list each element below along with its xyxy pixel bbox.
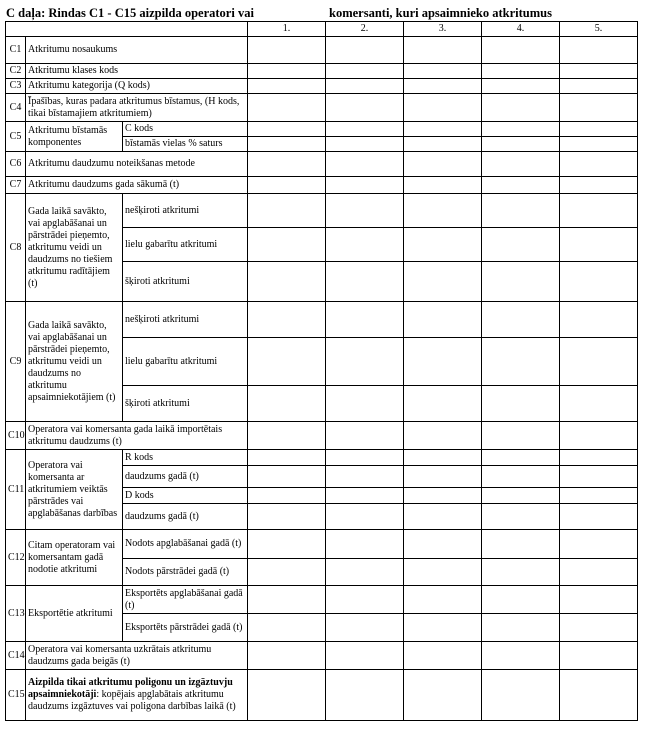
input-cell[interactable]	[404, 94, 482, 122]
table-row	[6, 79, 638, 94]
sub-label: daudzums gadā (t)	[123, 504, 248, 530]
input-cell[interactable]	[560, 79, 638, 94]
input-cell[interactable]	[326, 586, 404, 614]
row-label: Atkritumu klases kods	[26, 64, 248, 79]
row-label: Operatora vai komersanta gada laikā importētais atkritumu daudzums (t)	[26, 422, 248, 450]
input-cell[interactable]	[248, 228, 326, 262]
input-cell[interactable]	[326, 137, 404, 152]
input-cell[interactable]	[326, 338, 404, 386]
input-cell[interactable]	[326, 559, 404, 586]
row-label: Eksportētie atkritumi	[26, 586, 123, 642]
table-row	[6, 37, 638, 64]
input-cell[interactable]	[560, 530, 638, 559]
table-row	[6, 530, 638, 559]
input-cell[interactable]	[404, 504, 482, 530]
input-cell[interactable]	[404, 37, 482, 64]
input-cell[interactable]	[482, 530, 560, 559]
input-cell[interactable]	[560, 614, 638, 642]
input-cell[interactable]	[326, 386, 404, 422]
input-cell[interactable]	[248, 94, 326, 122]
row-label: Atkritumu kategorija (Q kods)	[26, 79, 248, 94]
input-cell[interactable]	[248, 79, 326, 94]
input-cell[interactable]	[404, 338, 482, 386]
table-row	[6, 450, 638, 466]
table-row	[6, 194, 638, 228]
title-left: C daļa: Rindas C1 - C15 aizpilda operatori vai	[6, 6, 254, 20]
input-cell[interactable]	[560, 194, 638, 228]
column-header-5: 5.	[560, 22, 638, 37]
sub-label: šķiroti atkritumi	[123, 386, 248, 422]
input-cell[interactable]	[248, 488, 326, 504]
sub-label: nešķiroti atkritumi	[123, 302, 248, 338]
input-cell[interactable]	[326, 94, 404, 122]
table-row	[6, 122, 638, 137]
row-label-rest: : kopējais apglabātais atkritumu daudzums izgāztuves vai poligona darbības laikā (t)	[28, 689, 236, 712]
input-cell[interactable]	[482, 466, 560, 488]
table-row	[6, 177, 638, 194]
table-row	[6, 586, 638, 614]
input-cell[interactable]	[326, 262, 404, 302]
input-cell[interactable]	[482, 422, 560, 450]
input-cell[interactable]	[404, 79, 482, 94]
input-cell[interactable]	[326, 670, 404, 721]
table-row	[6, 64, 638, 79]
input-cell[interactable]	[248, 586, 326, 614]
title-right: komersanti, kuri apsaimnieko atkritumus	[329, 6, 552, 20]
column-header-3: 3.	[404, 22, 482, 37]
row-code: C5	[6, 122, 26, 152]
input-cell[interactable]	[248, 504, 326, 530]
input-cell[interactable]	[404, 614, 482, 642]
row-code: C6	[6, 152, 26, 177]
sub-label: D kods	[123, 488, 248, 504]
input-cell[interactable]	[248, 194, 326, 228]
row-code: C3	[6, 79, 26, 94]
input-cell[interactable]	[326, 177, 404, 194]
input-cell[interactable]	[326, 450, 404, 466]
input-cell[interactable]	[404, 670, 482, 721]
input-cell[interactable]	[248, 450, 326, 466]
header-blank-cell	[6, 22, 248, 37]
row-code: C13	[6, 586, 26, 642]
sub-label: Eksportēts pārstrādei gadā (t)	[123, 614, 248, 642]
sub-label: Eksportēts apglabāšanai gadā (t)	[123, 586, 248, 614]
input-cell[interactable]	[248, 559, 326, 586]
input-cell[interactable]	[482, 559, 560, 586]
row-code: C1	[6, 37, 26, 64]
sub-label: bīstamās vielas % saturs	[123, 137, 248, 152]
sub-label: Nodots apglabāšanai gadā (t)	[123, 530, 248, 559]
input-cell[interactable]	[404, 642, 482, 670]
table-row	[6, 152, 638, 177]
input-cell[interactable]	[326, 64, 404, 79]
input-cell[interactable]	[248, 466, 326, 488]
input-cell[interactable]	[482, 122, 560, 137]
input-cell[interactable]	[560, 122, 638, 137]
row-code: C10	[6, 422, 26, 450]
sub-label: lielu gabarītu atkritumi	[123, 228, 248, 262]
column-header-row	[6, 22, 638, 37]
row-label: Atkritumu nosaukums	[26, 37, 248, 64]
input-cell[interactable]	[248, 614, 326, 642]
input-cell[interactable]	[404, 466, 482, 488]
row-code: C9	[6, 302, 26, 422]
input-cell[interactable]	[326, 194, 404, 228]
input-cell[interactable]	[248, 302, 326, 338]
input-cell[interactable]	[560, 504, 638, 530]
input-cell[interactable]	[326, 79, 404, 94]
row-code: C11	[6, 450, 26, 530]
input-cell[interactable]	[482, 37, 560, 64]
input-cell[interactable]	[404, 559, 482, 586]
page-title	[6, 5, 641, 21]
input-cell[interactable]	[404, 422, 482, 450]
input-cell[interactable]	[404, 194, 482, 228]
row-label: Citam operatoram vai komersantam gadā nodotie atkritumi	[26, 530, 123, 586]
input-cell[interactable]	[482, 94, 560, 122]
input-cell[interactable]	[326, 466, 404, 488]
input-cell[interactable]	[560, 559, 638, 586]
table-row	[6, 422, 638, 450]
input-cell[interactable]	[404, 64, 482, 79]
row-label-bold: Aizpilda tikai atkritumu poligonu un izgāztuvju apsaimniekotāji	[28, 677, 233, 700]
input-cell[interactable]	[482, 177, 560, 194]
input-cell[interactable]	[404, 302, 482, 338]
input-cell[interactable]	[326, 37, 404, 64]
input-cell[interactable]	[560, 338, 638, 386]
table-row	[6, 302, 638, 338]
input-cell[interactable]	[560, 670, 638, 721]
input-cell[interactable]	[560, 137, 638, 152]
sub-label: daudzums gadā (t)	[123, 466, 248, 488]
input-cell[interactable]	[326, 504, 404, 530]
row-code: C14	[6, 642, 26, 670]
input-cell[interactable]	[404, 386, 482, 422]
input-cell[interactable]	[560, 262, 638, 302]
input-cell[interactable]	[482, 488, 560, 504]
row-label: Īpašības, kuras padara atkritumus bīstamus, (H kods, tikai bīstamajiem atkritumiem)	[26, 94, 248, 122]
input-cell[interactable]	[560, 642, 638, 670]
row-label: Gada laikā savākto, vai apglabāšanai un pārstrādei pieņemto, atkritumu veidi un daudzums no tiešiem atkritumu radītājiem (t)	[26, 194, 123, 302]
input-cell[interactable]	[560, 228, 638, 262]
input-cell[interactable]	[248, 338, 326, 386]
row-label: Operatora vai komersanta ar atkritumiem veiktās pārstrādes vai apglabāšanas darbības	[26, 450, 123, 530]
input-cell[interactable]	[560, 152, 638, 177]
input-cell[interactable]	[404, 122, 482, 137]
input-cell[interactable]	[560, 302, 638, 338]
input-cell[interactable]	[248, 177, 326, 194]
input-cell[interactable]	[248, 642, 326, 670]
input-cell[interactable]	[248, 152, 326, 177]
input-cell[interactable]	[482, 79, 560, 94]
input-cell[interactable]	[326, 422, 404, 450]
input-cell[interactable]	[404, 450, 482, 466]
input-cell[interactable]	[560, 64, 638, 79]
input-cell[interactable]	[560, 37, 638, 64]
column-header-4: 4.	[482, 22, 560, 37]
sub-label: lielu gabarītu atkritumi	[123, 338, 248, 386]
input-cell[interactable]	[404, 177, 482, 194]
input-cell[interactable]	[482, 152, 560, 177]
column-header-1: 1.	[248, 22, 326, 37]
input-cell[interactable]	[326, 302, 404, 338]
row-code: C4	[6, 94, 26, 122]
input-cell[interactable]	[326, 530, 404, 559]
input-cell[interactable]	[248, 386, 326, 422]
input-cell[interactable]	[482, 338, 560, 386]
input-cell[interactable]	[326, 614, 404, 642]
input-cell[interactable]	[326, 122, 404, 137]
input-cell[interactable]	[482, 137, 560, 152]
input-cell[interactable]	[404, 262, 482, 302]
input-cell[interactable]	[404, 137, 482, 152]
input-cell[interactable]	[482, 386, 560, 422]
input-cell[interactable]	[248, 64, 326, 79]
input-cell[interactable]	[482, 642, 560, 670]
input-cell[interactable]	[560, 586, 638, 614]
input-cell[interactable]	[404, 488, 482, 504]
input-cell[interactable]	[482, 262, 560, 302]
input-cell[interactable]	[560, 386, 638, 422]
row-code: C15	[6, 670, 26, 721]
input-cell[interactable]	[248, 262, 326, 302]
input-cell[interactable]	[560, 488, 638, 504]
input-cell[interactable]	[248, 122, 326, 137]
input-cell[interactable]	[482, 64, 560, 79]
input-cell[interactable]	[248, 530, 326, 559]
input-cell[interactable]	[326, 228, 404, 262]
row-code: C2	[6, 64, 26, 79]
input-cell[interactable]	[482, 614, 560, 642]
input-cell[interactable]	[560, 466, 638, 488]
row-label	[26, 670, 248, 721]
input-cell[interactable]	[404, 586, 482, 614]
input-cell[interactable]	[404, 530, 482, 559]
input-cell[interactable]	[482, 450, 560, 466]
input-cell[interactable]	[560, 94, 638, 122]
input-cell[interactable]	[248, 422, 326, 450]
input-cell[interactable]	[560, 450, 638, 466]
row-code: C12	[6, 530, 26, 586]
input-cell[interactable]	[248, 37, 326, 64]
table-row	[6, 642, 638, 670]
column-header-2: 2.	[326, 22, 404, 37]
row-label: Gada laikā savākto, vai apglabāšanai un pārstrādei pieņemto, atkritumu veidi un daudzums no atkritumu apsaimniekotājiem (t)	[26, 302, 123, 422]
input-cell[interactable]	[560, 177, 638, 194]
input-cell[interactable]	[326, 488, 404, 504]
input-cell[interactable]	[404, 228, 482, 262]
sub-label: Nodots pārstrādei gadā (t)	[123, 559, 248, 586]
sub-label: C kods	[123, 122, 248, 137]
input-cell[interactable]	[482, 302, 560, 338]
input-cell[interactable]	[482, 670, 560, 721]
input-cell[interactable]	[248, 670, 326, 721]
input-cell[interactable]	[404, 152, 482, 177]
row-label: Atkritumu bīstamās komponentes	[26, 122, 123, 152]
input-cell[interactable]	[560, 422, 638, 450]
row-label: Operatora vai komersanta uzkrātais atkritumu daudzums gada beigās (t)	[26, 642, 248, 670]
input-cell[interactable]	[482, 586, 560, 614]
table-row	[6, 94, 638, 122]
input-cell[interactable]	[482, 228, 560, 262]
sub-label: nešķiroti atkritumi	[123, 194, 248, 228]
row-label: Atkritumu daudzums gada sākumā (t)	[26, 177, 248, 194]
input-cell[interactable]	[248, 137, 326, 152]
input-cell[interactable]	[326, 152, 404, 177]
row-label: Atkritumu daudzumu noteikšanas metode	[26, 152, 248, 177]
sub-label: R kods	[123, 450, 248, 466]
row-code: C7	[6, 177, 26, 194]
input-cell[interactable]	[482, 194, 560, 228]
table-row	[6, 670, 638, 721]
input-cell[interactable]	[482, 504, 560, 530]
waste-form-table	[5, 21, 638, 721]
input-cell[interactable]	[326, 642, 404, 670]
sub-label: šķiroti atkritumi	[123, 262, 248, 302]
row-code: C8	[6, 194, 26, 302]
